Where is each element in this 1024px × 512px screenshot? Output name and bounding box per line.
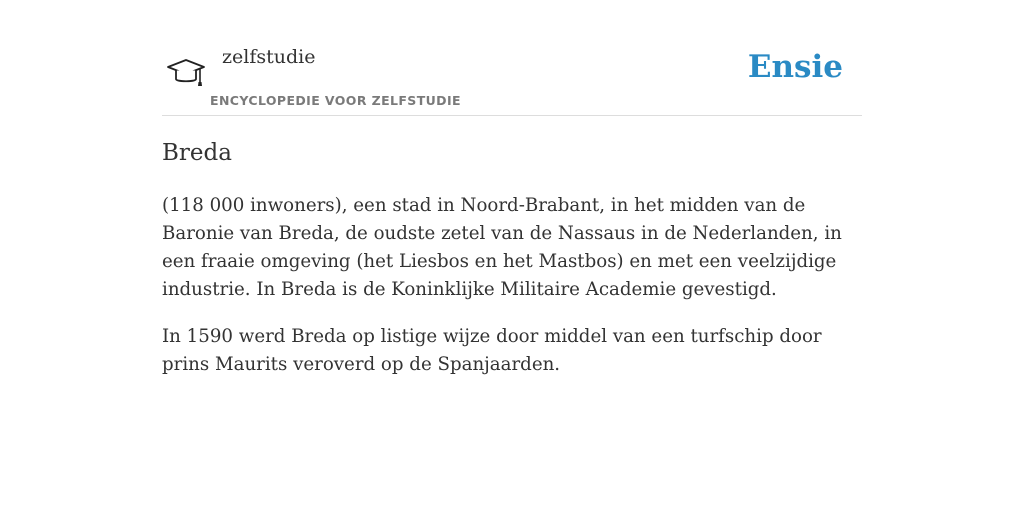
article-body — [162, 192, 872, 398]
graduation-cap-icon[interactable] — [164, 54, 208, 92]
site-header — [162, 40, 862, 116]
site-tagline: ENCYCLOPEDIE VOOR ZELFSTUDIE — [210, 93, 461, 108]
page-title: Breda — [162, 140, 232, 166]
site-name[interactable]: zelfstudie — [222, 46, 316, 68]
article-paragraph: (118 000 inwoners), een stad in Noord-Brabant, in het midden van de Baronie van Breda, de oudste zetel van de Nassaus in de Nederlanden, in een fraaie omgeving (het Liesbos en het Mastbos) en met een veelzijdige industrie. In Breda is de Koninklijke Militaire Academie gevestigd. — [162, 195, 842, 300]
article-paragraph: In 1590 werd Breda op listige wijze door middel van een turfschip door prins Maurits veroverd op de Spanjaarden. — [162, 326, 822, 375]
brand-logo-link[interactable]: Ensie — [747, 49, 843, 85]
